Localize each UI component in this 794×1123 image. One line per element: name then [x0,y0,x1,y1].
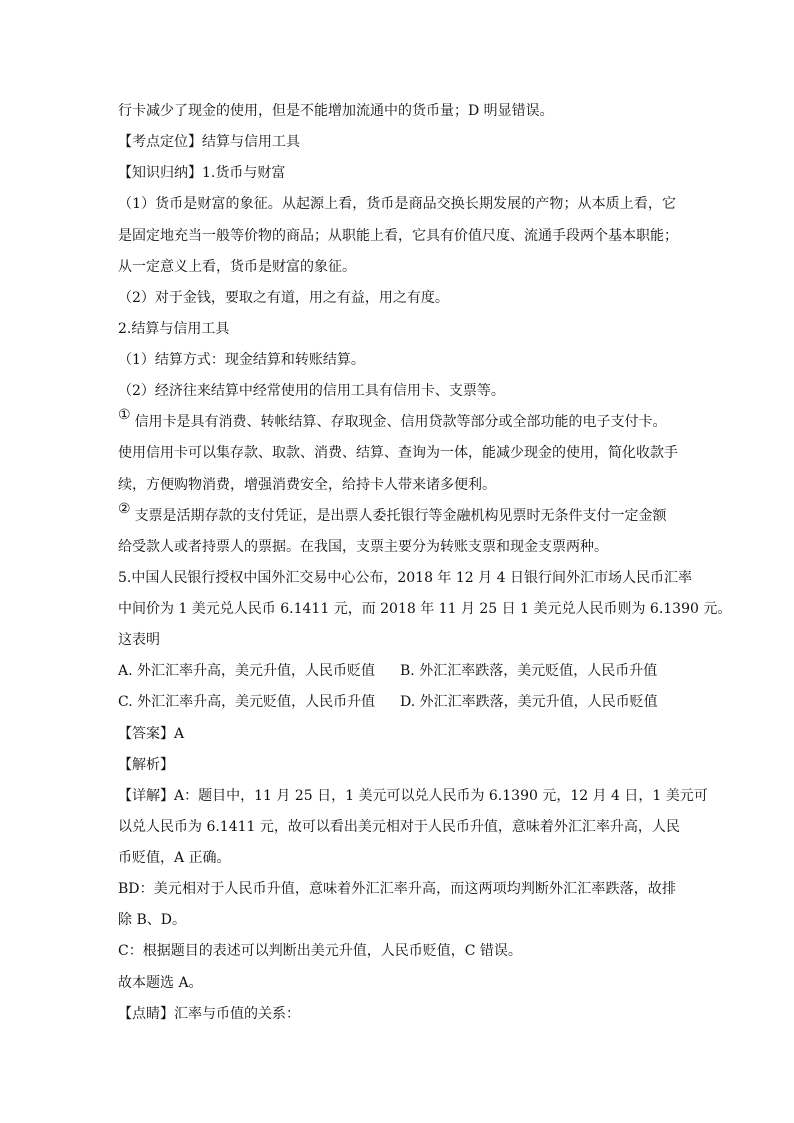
text-line: （1）货币是财富的象征。从起源上看，货币是商品交换长期发展的产物；从本质上看，它 [118,196,676,213]
list-item-check [118,501,676,532]
option-a: A. 外汇汇率升高，美元升值，人民币贬值 [118,663,376,680]
question-stem-line: 这表明 [118,632,160,649]
text-line: （2）经济往来结算中经常使用的信用工具有信用卡、支票等。 [118,383,505,400]
question-stem-line: 中间价为 1 美元兑人民币 6.1411 元，而 2018 年 11 月 25 日 1 美元兑人民币则为 6.1390 元。 [118,601,732,617]
text-line: 行卡减少了现金的使用，但是不能增加流通中的货币量；D 明显错误。 [118,103,554,119]
option-b: B. 外汇汇率跌落，美元贬值，人民币升值 [400,663,658,680]
analysis-heading: 【解析】 [118,756,174,773]
text-line: 给受款人或者持票人的票据。在我国，支票主要分为转账支票和现金支票两种。 [118,538,608,555]
text-line: 是固定地充当一般等价物的商品；从职能上看，它具有价值尺度、流通手段两个基本职能； [118,227,678,244]
subheading-settlement: 2.结算与信用工具 [118,320,230,337]
option-c: C. 外汇汇率升高，美元贬值，人民币升值 [118,694,376,711]
options-row [118,687,676,718]
section-heading-knowledge: 【知识归纳】1.货币与财富 [118,165,286,182]
list-item-credit-card [118,407,676,438]
conclusion-line: 故本题选 A。 [118,974,203,991]
text-line: 从一定意义上看，货币是财富的象征。 [118,258,356,275]
text-line: 支票是活期存款的支付凭证，是出票人委托银行等金融机构见票时无条件支付一定金额 [134,507,667,524]
question-stem-line: 5.中国人民银行授权中国外汇交易中心公布，2018 年 12 月 4 日银行间外汇市场人民币汇率 [118,569,692,586]
explanation-line: C：根据题目的表述可以判断出美元升值，人民币贬值，C 错误。 [118,943,522,960]
text-line: （1）结算方式：现金结算和转账结算。 [118,352,365,368]
answer-line: 【答案】A [118,725,185,742]
option-d: D. 外汇汇率跌落，美元升值，人民币贬值 [400,694,658,711]
explanation-line: 除 B、D。 [118,912,186,929]
circled-number-marker: ① [118,407,131,424]
circled-number-marker: ② [118,500,131,517]
text-line: （2）对于金钱，要取之有道，用之有益，用之有度。 [118,289,449,306]
document-page [118,96,732,1030]
options-row [118,656,676,687]
text-line: 使用信用卡可以集存款、取款、消费、结算、查询为一体，能减少现金的使用，简化收款手 [118,445,678,462]
explanation-line: BD：美元相对于人民币升值，意味着外汇汇率升高，而这两项均判断外汇汇率跌落，故排 [118,881,676,898]
section-heading-exam-point: 【考点定位】结算与信用工具 [118,134,300,151]
tip-heading: 【点睛】汇率与币值的关系： [118,1005,300,1022]
text-line: 续，方便购物消费，增强消费安全，给持卡人带来诸多便利。 [118,476,496,493]
text-line: 信用卡是具有消费、转帐结算、存取现金、信用贷款等部分或全部功能的电子支付卡。 [134,414,667,431]
explanation-line: 以兑人民币为 6.1411 元，故可以看出美元相对于人民币升值，意味着外汇汇率升高，人民 [118,818,680,835]
explanation-line: 币贬值，A 正确。 [118,850,231,866]
explanation-line: 【详解】A：题目中，11 月 25 日，1 美元可以兑人民币为 6.1390 元，12 月 4 日，1 美元可 [118,787,708,804]
